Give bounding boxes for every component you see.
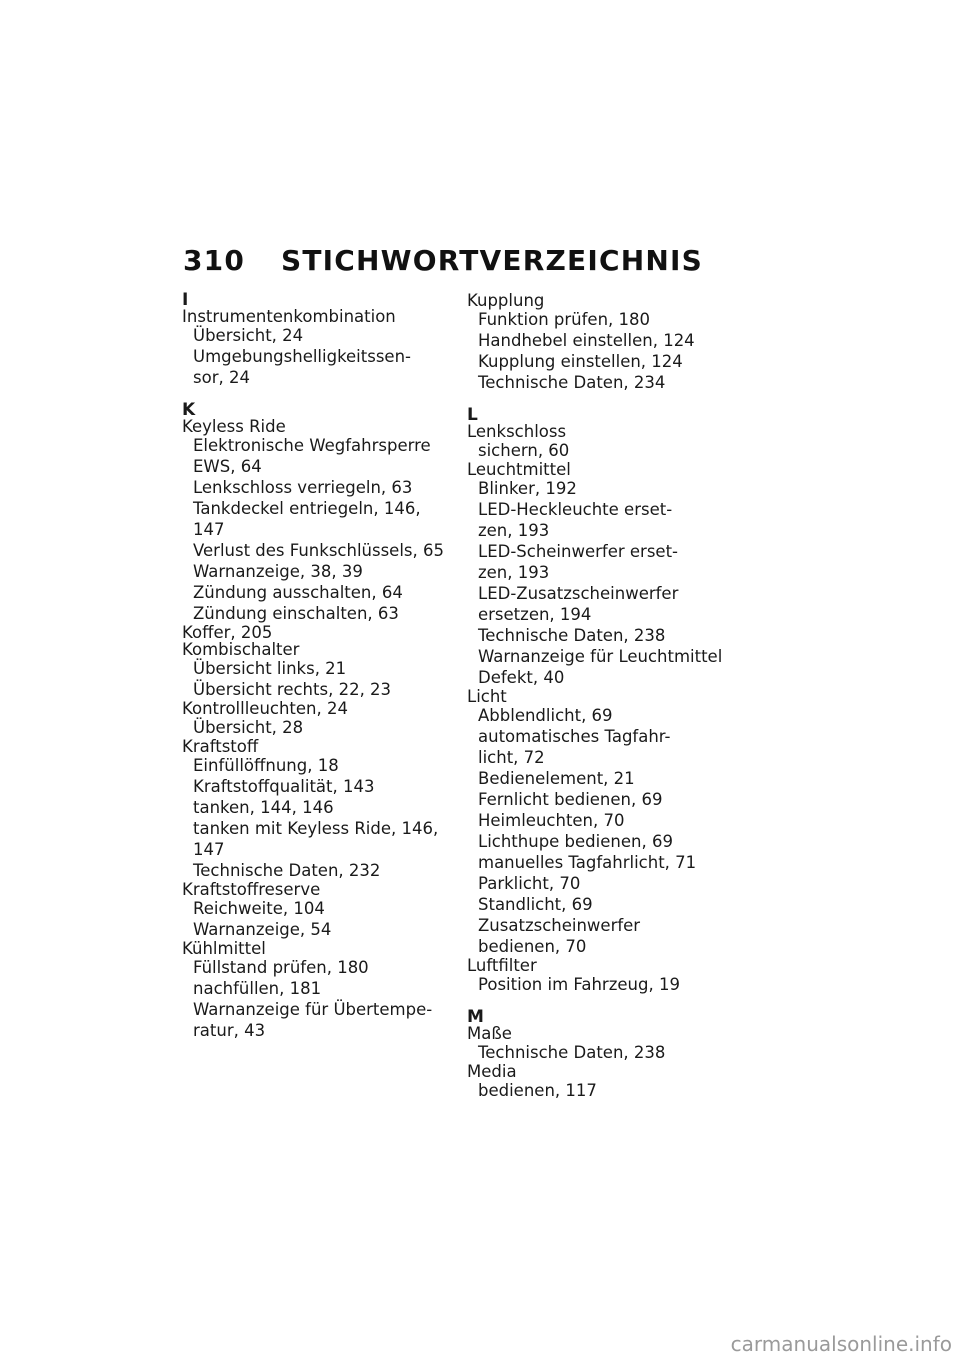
index-subentry: Verlust des Funkschlüssels, 65 (193, 541, 444, 560)
index-entry: Kühlmittel (182, 939, 266, 958)
index-subentry: Lenkschloss verriegeln, 63 (193, 478, 413, 497)
index-entry: Kombischalter (182, 640, 300, 659)
index-subentry: Umgebungshelligkeitssen- (193, 347, 411, 366)
index-subentry: LED-Heckleuchte erset- (478, 500, 673, 519)
page-title: STICHWORTVERZEICHNIS (281, 243, 703, 277)
index-subentry: Übersicht, 24 (193, 326, 304, 345)
index-subentry: Zündung ausschalten, 64 (193, 583, 403, 602)
index-subentry: Technische Daten, 238 (478, 626, 666, 645)
index-subentry: Blinker, 192 (478, 479, 577, 498)
index-subentry: Abblendlicht, 69 (478, 706, 613, 725)
index-letter-heading: K (182, 400, 196, 420)
index-subentry: LED-Scheinwerfer erset- (478, 542, 678, 561)
index-subentry: Zusatzscheinwerfer (478, 916, 641, 935)
index-subentry: tanken, 144, 146 (193, 798, 334, 817)
index-subentry: sichern, 60 (478, 441, 570, 460)
index-subentry: Kraftstoffqualität, 143 (193, 777, 375, 796)
index-subentry: ratur, 43 (193, 1021, 266, 1040)
watermark: carmanualsonline.info (730, 1332, 952, 1356)
index-subentry: bedienen, 70 (478, 937, 587, 956)
index-subentry: Warnanzeige für Übertempe- (193, 1000, 433, 1019)
index-entry: Koffer, 205 (182, 623, 273, 642)
index-subentry: automatisches Tagfahr- (478, 727, 671, 746)
index-subentry: Elektronische Wegfahrsperre (193, 436, 431, 455)
index-entry: Kraftstoffreserve (182, 880, 321, 899)
index-subentry: Parklicht, 70 (478, 874, 581, 893)
index-subentry: Reichweite, 104 (193, 899, 325, 918)
index-subentry: Zündung einschalten, 63 (193, 604, 399, 623)
index-subentry: Fernlicht bedienen, 69 (478, 790, 663, 809)
index-subentry: Handhebel einstellen, 124 (478, 331, 695, 350)
index-subentry: licht, 72 (478, 748, 545, 767)
index-letter-heading: I (182, 290, 189, 310)
index-subentry: manuelles Tagfahrlicht, 71 (478, 853, 697, 872)
index-entry: Leuchtmittel (467, 460, 571, 479)
index-letter-heading: M (467, 1007, 484, 1027)
index-entry: Kupplung (467, 291, 545, 310)
index-subentry: Heimleuchten, 70 (478, 811, 625, 830)
index-letter-heading: L (467, 405, 478, 425)
index-subentry: Warnanzeige, 38, 39 (193, 562, 363, 581)
index-entry: Instrumentenkombination (182, 307, 396, 326)
index-subentry: Standlicht, 69 (478, 895, 593, 914)
index-entry: Media (467, 1062, 517, 1081)
index-subentry: Bedienelement, 21 (478, 769, 635, 788)
index-subentry: Technische Daten, 232 (193, 861, 381, 880)
index-subentry: Position im Fahrzeug, 19 (478, 975, 680, 994)
index-column-right (467, 292, 757, 1101)
index-subentry: Kupplung einstellen, 124 (478, 352, 683, 371)
index-subentry: zen, 193 (478, 521, 550, 540)
index-subentry: Füllstand prüfen, 180 (193, 958, 369, 977)
index-entry: Keyless Ride (182, 417, 286, 436)
index-column-left (182, 292, 472, 1041)
index-entry: Licht (467, 687, 507, 706)
page-header (183, 240, 703, 280)
index-subentry: tanken mit Keyless Ride, 146, (193, 819, 439, 838)
index-subentry: LED-Zusatzscheinwerfer (478, 584, 679, 603)
index-subentry: Einfüllöffnung, 18 (193, 756, 339, 775)
index-subentry: Übersicht rechts, 22, 23 (193, 680, 392, 699)
index-subentry: Defekt, 40 (478, 668, 565, 687)
index-entry: Lenkschloss (467, 422, 567, 441)
index-subentry: Übersicht links, 21 (193, 659, 347, 678)
index-subentry: Warnanzeige, 54 (193, 920, 332, 939)
index-subentry: Funktion prüfen, 180 (478, 310, 651, 329)
page-number: 310 (183, 243, 246, 277)
index-subentry: zen, 193 (478, 563, 550, 582)
index-entry: Maße (467, 1024, 512, 1043)
index-subentry: Technische Daten, 234 (478, 373, 666, 392)
index-subentry: Übersicht, 28 (193, 718, 304, 737)
index-subentry: ersetzen, 194 (478, 605, 592, 624)
index-entry: Kraftstoff (182, 737, 259, 756)
index-subentry: 147 (193, 520, 225, 539)
index-subentry: bedienen, 117 (478, 1081, 597, 1100)
index-subentry: Technische Daten, 238 (478, 1043, 666, 1062)
index-subentry: 147 (193, 840, 225, 859)
index-entry: Kontrollleuchten, 24 (182, 699, 348, 718)
index-subentry: Lichthupe bedienen, 69 (478, 832, 673, 851)
index-subentry: nachfüllen, 181 (193, 979, 322, 998)
index-subentry: EWS, 64 (193, 457, 262, 476)
index-entry: Luftfilter (467, 956, 537, 975)
index-subentry: sor, 24 (193, 368, 250, 387)
index-subentry: Tankdeckel entriegeln, 146, (193, 499, 421, 518)
index-subentry: Warnanzeige für Leuchtmittel (478, 647, 723, 666)
